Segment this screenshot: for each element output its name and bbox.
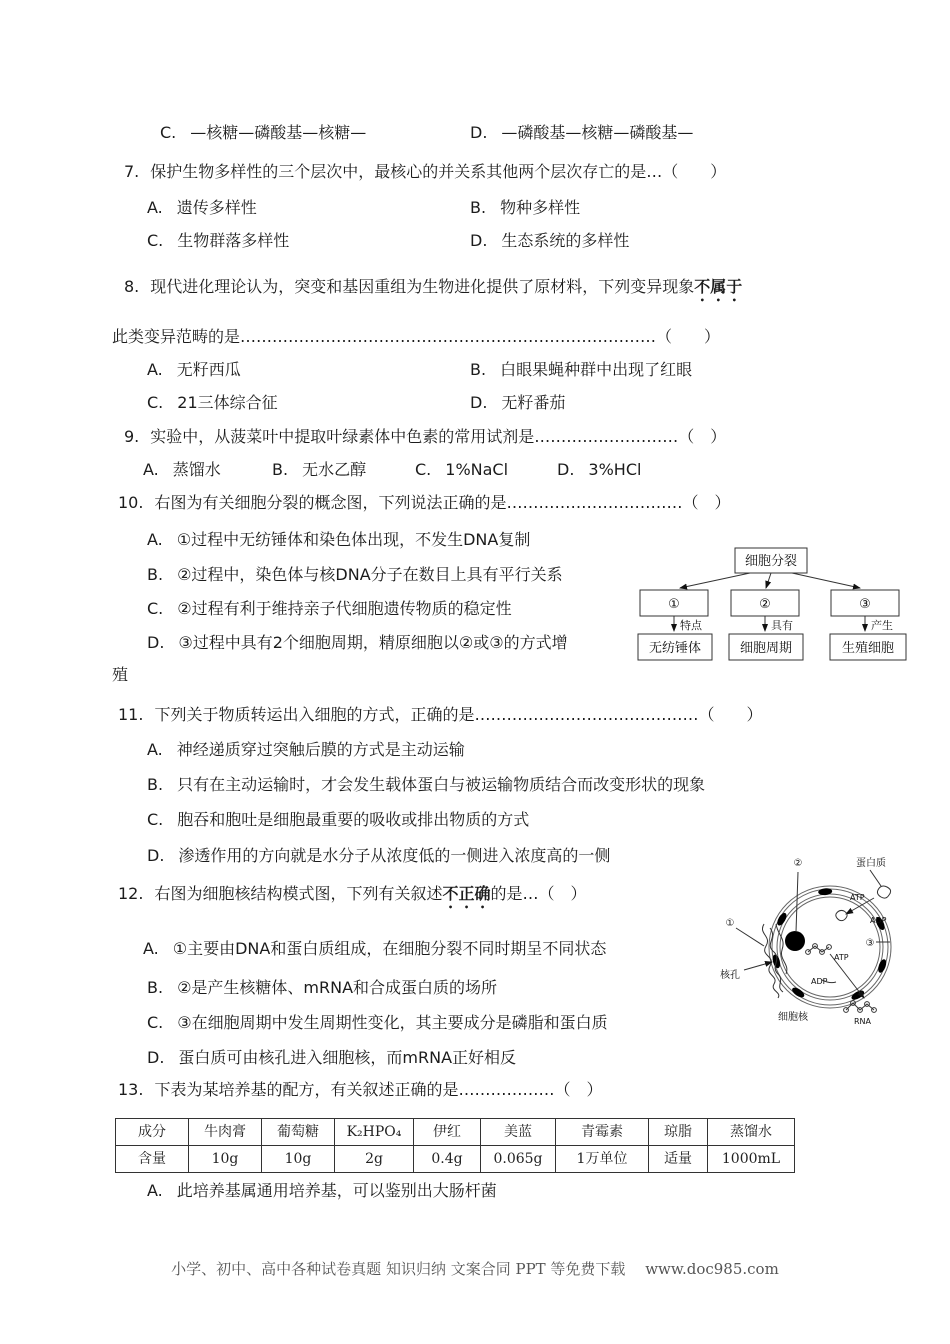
question-9-number: 9. (124, 427, 140, 446)
option-7-c-label: C. (147, 231, 164, 250)
value-qiongzhi: 适量 (649, 1146, 708, 1173)
option-9-c (415, 461, 508, 479)
adp-label-top: ADP (870, 916, 887, 925)
label-2-leader (796, 872, 798, 932)
question-12-stem (118, 884, 587, 912)
option-11-a-text: 神经递质穿过突触后膜的方式是主动运输 (176, 740, 465, 759)
option-11-d (147, 847, 610, 865)
option-13-a (147, 1182, 497, 1200)
table-value-row (116, 1146, 795, 1173)
edge-3-label: 产生 (871, 619, 893, 632)
option-13-a-label: A. (147, 1181, 163, 1200)
question-8-stem-line2: 此类变异范畴的是……………………………………………………………………（ ） (112, 327, 721, 346)
option-12-a (143, 940, 606, 958)
option-10-b-text: ②过程中，染色体与核DNA分子在数目上具有平行关系 (177, 565, 563, 584)
question-13-text: 下表为某培养基的配方，有关叙述正确的是………………（ ） (154, 1080, 603, 1099)
option-9-a-label: A. (143, 460, 159, 479)
question-12-text: 右图为细胞核结构模式图，下列有关叙述 (154, 884, 443, 903)
leaf-2-label: 细胞周期 (739, 641, 793, 656)
question-8-emphasis: 不属于 (694, 277, 743, 296)
nucleolus (785, 931, 805, 951)
question-7-text: 保护生物多样性的三个层次中，最核心的并关系其他两个层次存亡的是…（ ） (150, 162, 727, 181)
option-10-a (147, 531, 530, 549)
question-10-number: 10. (118, 493, 144, 512)
option-8-b-text: 白眼果蝇种群中出现了红眼 (500, 360, 693, 379)
option-11-a-label: A. (147, 740, 163, 759)
edge-root-to-2 (766, 573, 771, 588)
adp-label-bottom: ADP (811, 977, 828, 986)
table-header-row (116, 1119, 795, 1146)
label-1-leader (736, 928, 764, 946)
header-chengfen: 成分 (116, 1119, 189, 1146)
option-7-c-text: 生物群落多样性 (177, 231, 290, 250)
atp-label-top: ATP (850, 893, 865, 902)
value-k2hpo4: 2g (335, 1146, 414, 1173)
option-12-d-label: D. (147, 1048, 165, 1067)
question-7-stem (124, 163, 726, 181)
option-8-d-label: D. (470, 393, 488, 412)
leaf-3-label: 生殖细胞 (841, 641, 895, 656)
option-11-b (147, 776, 705, 794)
option-8-d (470, 394, 565, 412)
label-3: ③ (865, 938, 875, 949)
option-9-d-label: D. (557, 460, 575, 479)
question-7-number: 7. (124, 162, 140, 181)
option-9-d (557, 461, 641, 479)
edge-2-label: 具有 (771, 619, 793, 632)
option-10-d-label: D. (147, 633, 165, 652)
node-1-label: ① (668, 597, 680, 612)
node-root-label: 细胞分裂 (744, 554, 798, 569)
option-6-c (160, 124, 366, 142)
header-qiongzhi: 琼脂 (649, 1119, 708, 1146)
header-qingmeisu: 青霉素 (556, 1119, 649, 1146)
atp-label-bottom: ATP (834, 953, 849, 962)
option-12-a-label: A. (143, 939, 159, 958)
option-10-b-label: B. (147, 565, 164, 584)
pore-leader (744, 962, 772, 970)
option-12-d-text: 蛋白质可由核孔进入细胞核，而mRNA正好相反 (178, 1048, 517, 1067)
header-putaotang: 葡萄糖 (262, 1119, 335, 1146)
culture-medium-table (115, 1118, 795, 1173)
option-11-d-text: 渗透作用的方向就是水分子从浓度低的一侧进入浓度高的一侧 (178, 846, 611, 865)
question-12-emphasis: 不正确 (442, 884, 491, 903)
rna-molecule-inside (808, 946, 829, 952)
question-10-text: 右图为有关细胞分裂的概念图，下列说法正确的是……………………………（ ） (154, 493, 731, 512)
option-11-b-label: B. (147, 775, 164, 794)
question-12-text-suffix: 的是…（ ） (490, 884, 587, 903)
question-13-stem (118, 1081, 602, 1099)
leaf-1-label: 无纺锤体 (648, 641, 702, 656)
option-10-a-text: ①过程中无纺锤体和染色体出现，不发生DNA复制 (176, 530, 531, 549)
option-8-a (147, 361, 241, 379)
header-k2hpo4: K₂HPO₄ (335, 1119, 414, 1146)
option-11-c-label: C. (147, 810, 164, 829)
cell-nucleus-diagram (718, 850, 950, 1064)
node-2-label: ② (759, 597, 771, 612)
option-12-b-label: B. (147, 978, 164, 997)
option-6-d-label: D. (470, 123, 488, 142)
option-9-d-text: 3%HCl (588, 460, 642, 479)
pore-label: 核孔 (720, 970, 740, 981)
nucleus-label: 细胞核 (778, 1012, 808, 1023)
question-11-number: 11. (118, 705, 144, 724)
edge-root-to-3 (792, 573, 860, 588)
cell-division-concept-map (630, 542, 922, 666)
node-3-label: ③ (859, 597, 871, 612)
option-11-b-text: 只有在主动运输时，才会发生载体蛋白与被运输物质结合而改变形状的现象 (177, 775, 706, 794)
header-yihong: 伊红 (414, 1119, 481, 1146)
row-label: 含量 (116, 1146, 189, 1173)
option-12-a-text: ①主要由DNA和蛋白质组成，在细胞分裂不同时期呈不同状态 (172, 939, 607, 958)
protein-molecule-inside (836, 910, 847, 920)
question-11-stem (118, 706, 762, 724)
question-8-text: 现代进化理论认为，突变和基因重组为生物进化提供了原材料，下列变异现象 (150, 277, 695, 296)
question-10-stem (118, 494, 730, 512)
option-7-d (470, 232, 629, 250)
value-yihong: 0.4g (414, 1146, 481, 1173)
value-zhengliushui: 1000mL (708, 1146, 795, 1173)
option-12-c-label: C. (147, 1013, 164, 1032)
option-10-c-label: C. (147, 599, 164, 618)
rna-label: RNA (854, 1017, 872, 1026)
option-7-a-text: 遗传多样性 (176, 198, 257, 217)
edge-root-to-1 (680, 573, 750, 588)
option-8-b (470, 361, 692, 379)
header-niurougao: 牛肉膏 (189, 1119, 262, 1146)
question-8-stem (124, 277, 742, 305)
option-6-d-text: —磷酸基—核糖—磷酸基— (501, 123, 694, 142)
option-6-c-label: C. (160, 123, 177, 142)
header-zhengliushui: 蒸馏水 (708, 1119, 795, 1146)
option-7-b-label: B. (470, 198, 487, 217)
option-12-c-text: ③在细胞周期中发生周期性变化，其主要成分是磷脂和蛋白质 (177, 1013, 608, 1032)
option-13-a-text: 此培养基属通用培养基，可以鉴别出大肠杆菌 (176, 1181, 497, 1200)
option-12-b-text: ②是产生核糖体、mRNA和合成蛋白质的场所 (177, 978, 498, 997)
option-9-c-text: 1%NaCl (445, 460, 509, 479)
option-9-a-text: 蒸馏水 (172, 460, 221, 479)
footer-watermark: 小学、初中、高中各种试卷真题 知识归纳 文案合同 PPT 等免费下载 www.doc985.com (171, 1260, 779, 1278)
question-8-number: 8. (124, 277, 140, 296)
option-11-d-label: D. (147, 846, 165, 865)
option-9-b-label: B. (272, 460, 289, 479)
option-7-a (147, 199, 257, 217)
option-7-c (147, 232, 289, 250)
option-9-a (143, 461, 221, 479)
option-8-a-text: 无籽西瓜 (176, 360, 241, 379)
question-13-number: 13. (118, 1080, 144, 1099)
option-7-a-label: A. (147, 198, 163, 217)
question-11-text: 下列关于物质转运出入细胞的方式，正确的是……………………………………（ ） (154, 705, 763, 724)
option-11-a (147, 741, 465, 759)
question-9-text: 实验中，从菠菜叶中提取叶绿素体中色素的常用试剂是………………………（ ） (150, 427, 727, 446)
option-9-b-text: 无水乙醇 (302, 460, 367, 479)
option-6-c-text: —核糖—磷酸基—核糖— (190, 123, 367, 142)
question-12-number: 12. (118, 884, 144, 903)
value-meilan: 0.065g (481, 1146, 556, 1173)
option-8-b-label: B. (470, 360, 487, 379)
label-1: ① (725, 918, 735, 929)
protein-label: 蛋白质 (856, 858, 886, 869)
option-10-d-wrap: 殖 (112, 665, 129, 684)
header-meilan: 美蓝 (481, 1119, 556, 1146)
option-8-c-label: C. (147, 393, 164, 412)
option-7-b (470, 199, 580, 217)
value-niurougao: 10g (189, 1146, 262, 1173)
option-10-c-text: ②过程有利于维持亲子代细胞遗传物质的稳定性 (177, 599, 512, 618)
option-12-b (147, 979, 497, 997)
option-12-c (147, 1014, 608, 1032)
protein-molecule-outside (877, 886, 890, 898)
option-7-d-label: D. (470, 231, 488, 250)
option-8-c-text: 21三体综合征 (177, 393, 278, 412)
option-10-a-label: A. (147, 530, 163, 549)
option-11-c (147, 811, 529, 829)
question-9-stem (124, 428, 726, 446)
option-7-d-text: 生态系统的多样性 (501, 231, 630, 250)
value-qingmeisu: 1万单位 (556, 1146, 649, 1173)
option-11-c-text: 胞吞和胞吐是细胞最重要的吸收或排出物质的方式 (177, 810, 530, 829)
option-12-d (147, 1049, 516, 1067)
option-7-b-text: 物种多样性 (500, 198, 581, 217)
option-8-c (147, 394, 278, 412)
protein-leader (870, 870, 881, 886)
value-putaotang: 10g (262, 1146, 335, 1173)
edge-1-label: 特点 (680, 619, 702, 632)
option-10-d (147, 634, 568, 652)
option-10-d-text: ③过程中具有2个细胞周期，精原细胞以②或③的方式增 (178, 633, 568, 652)
option-9-c-label: C. (415, 460, 432, 479)
option-8-a-label: A. (147, 360, 163, 379)
option-6-d (470, 124, 693, 142)
option-9-b (272, 461, 366, 479)
option-10-c (147, 600, 512, 618)
option-8-d-text: 无籽番茄 (501, 393, 566, 412)
label-2: ② (793, 858, 803, 869)
option-10-b (147, 566, 563, 584)
